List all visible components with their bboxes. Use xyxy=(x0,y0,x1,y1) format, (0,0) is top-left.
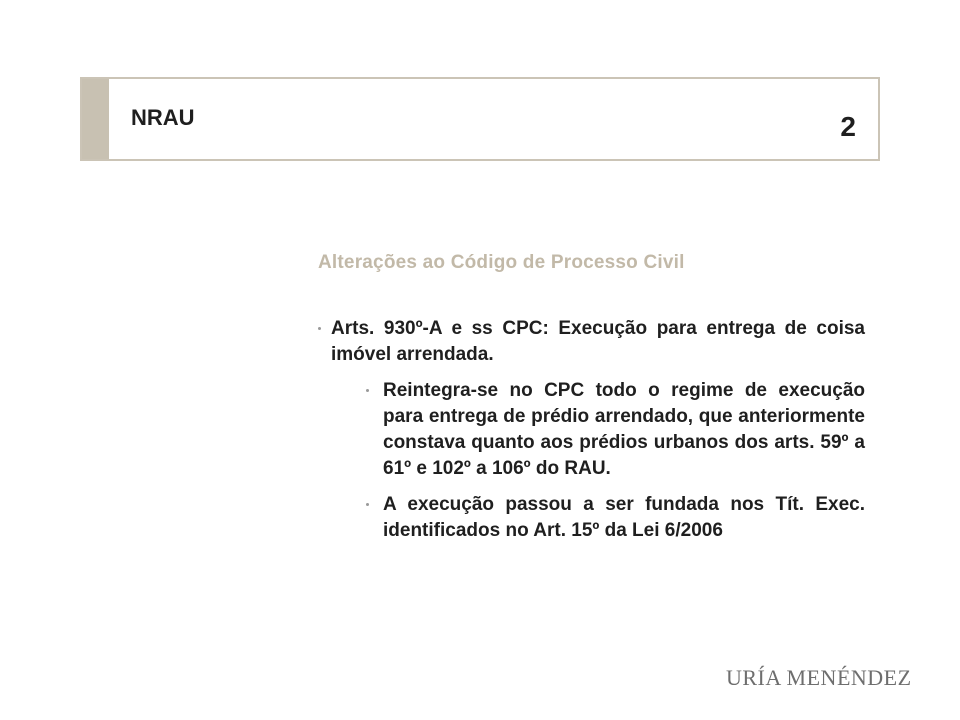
bullet-text: Arts. 930º-A e ss CPC: Execução para entrega de coisa imóvel arrendada. xyxy=(331,318,865,365)
slide-content xyxy=(318,252,865,544)
sub-bullet-text: Reintegra-se no CPC todo o regime de execução para entrega de prédio arrendado, que anteriormente constava quanto aos prédios urbanos dos arts. 59º a 61º e 102º a 106º do RAU. xyxy=(383,380,865,479)
sub-bullet-item xyxy=(383,378,865,482)
header-accent-bar xyxy=(82,79,109,159)
bullet-item xyxy=(318,316,865,368)
slide-number: 2 xyxy=(840,111,856,142)
slide-title: NRAU xyxy=(131,105,195,130)
company-logo: URÍA MENÉNDEZ xyxy=(726,665,912,690)
bullet-dot-icon xyxy=(366,503,369,506)
title-header xyxy=(80,77,880,161)
bullet-dot-icon xyxy=(318,327,321,330)
sub-bullet-text: A execução passou a ser fundada nos Tít. Exec. identificados no Art. 15º da Lei 6/2006 xyxy=(383,494,865,541)
section-subtitle: Alterações ao Código de Processo Civil xyxy=(318,252,685,273)
sub-bullet-item xyxy=(383,492,865,544)
bullet-dot-icon xyxy=(366,389,369,392)
